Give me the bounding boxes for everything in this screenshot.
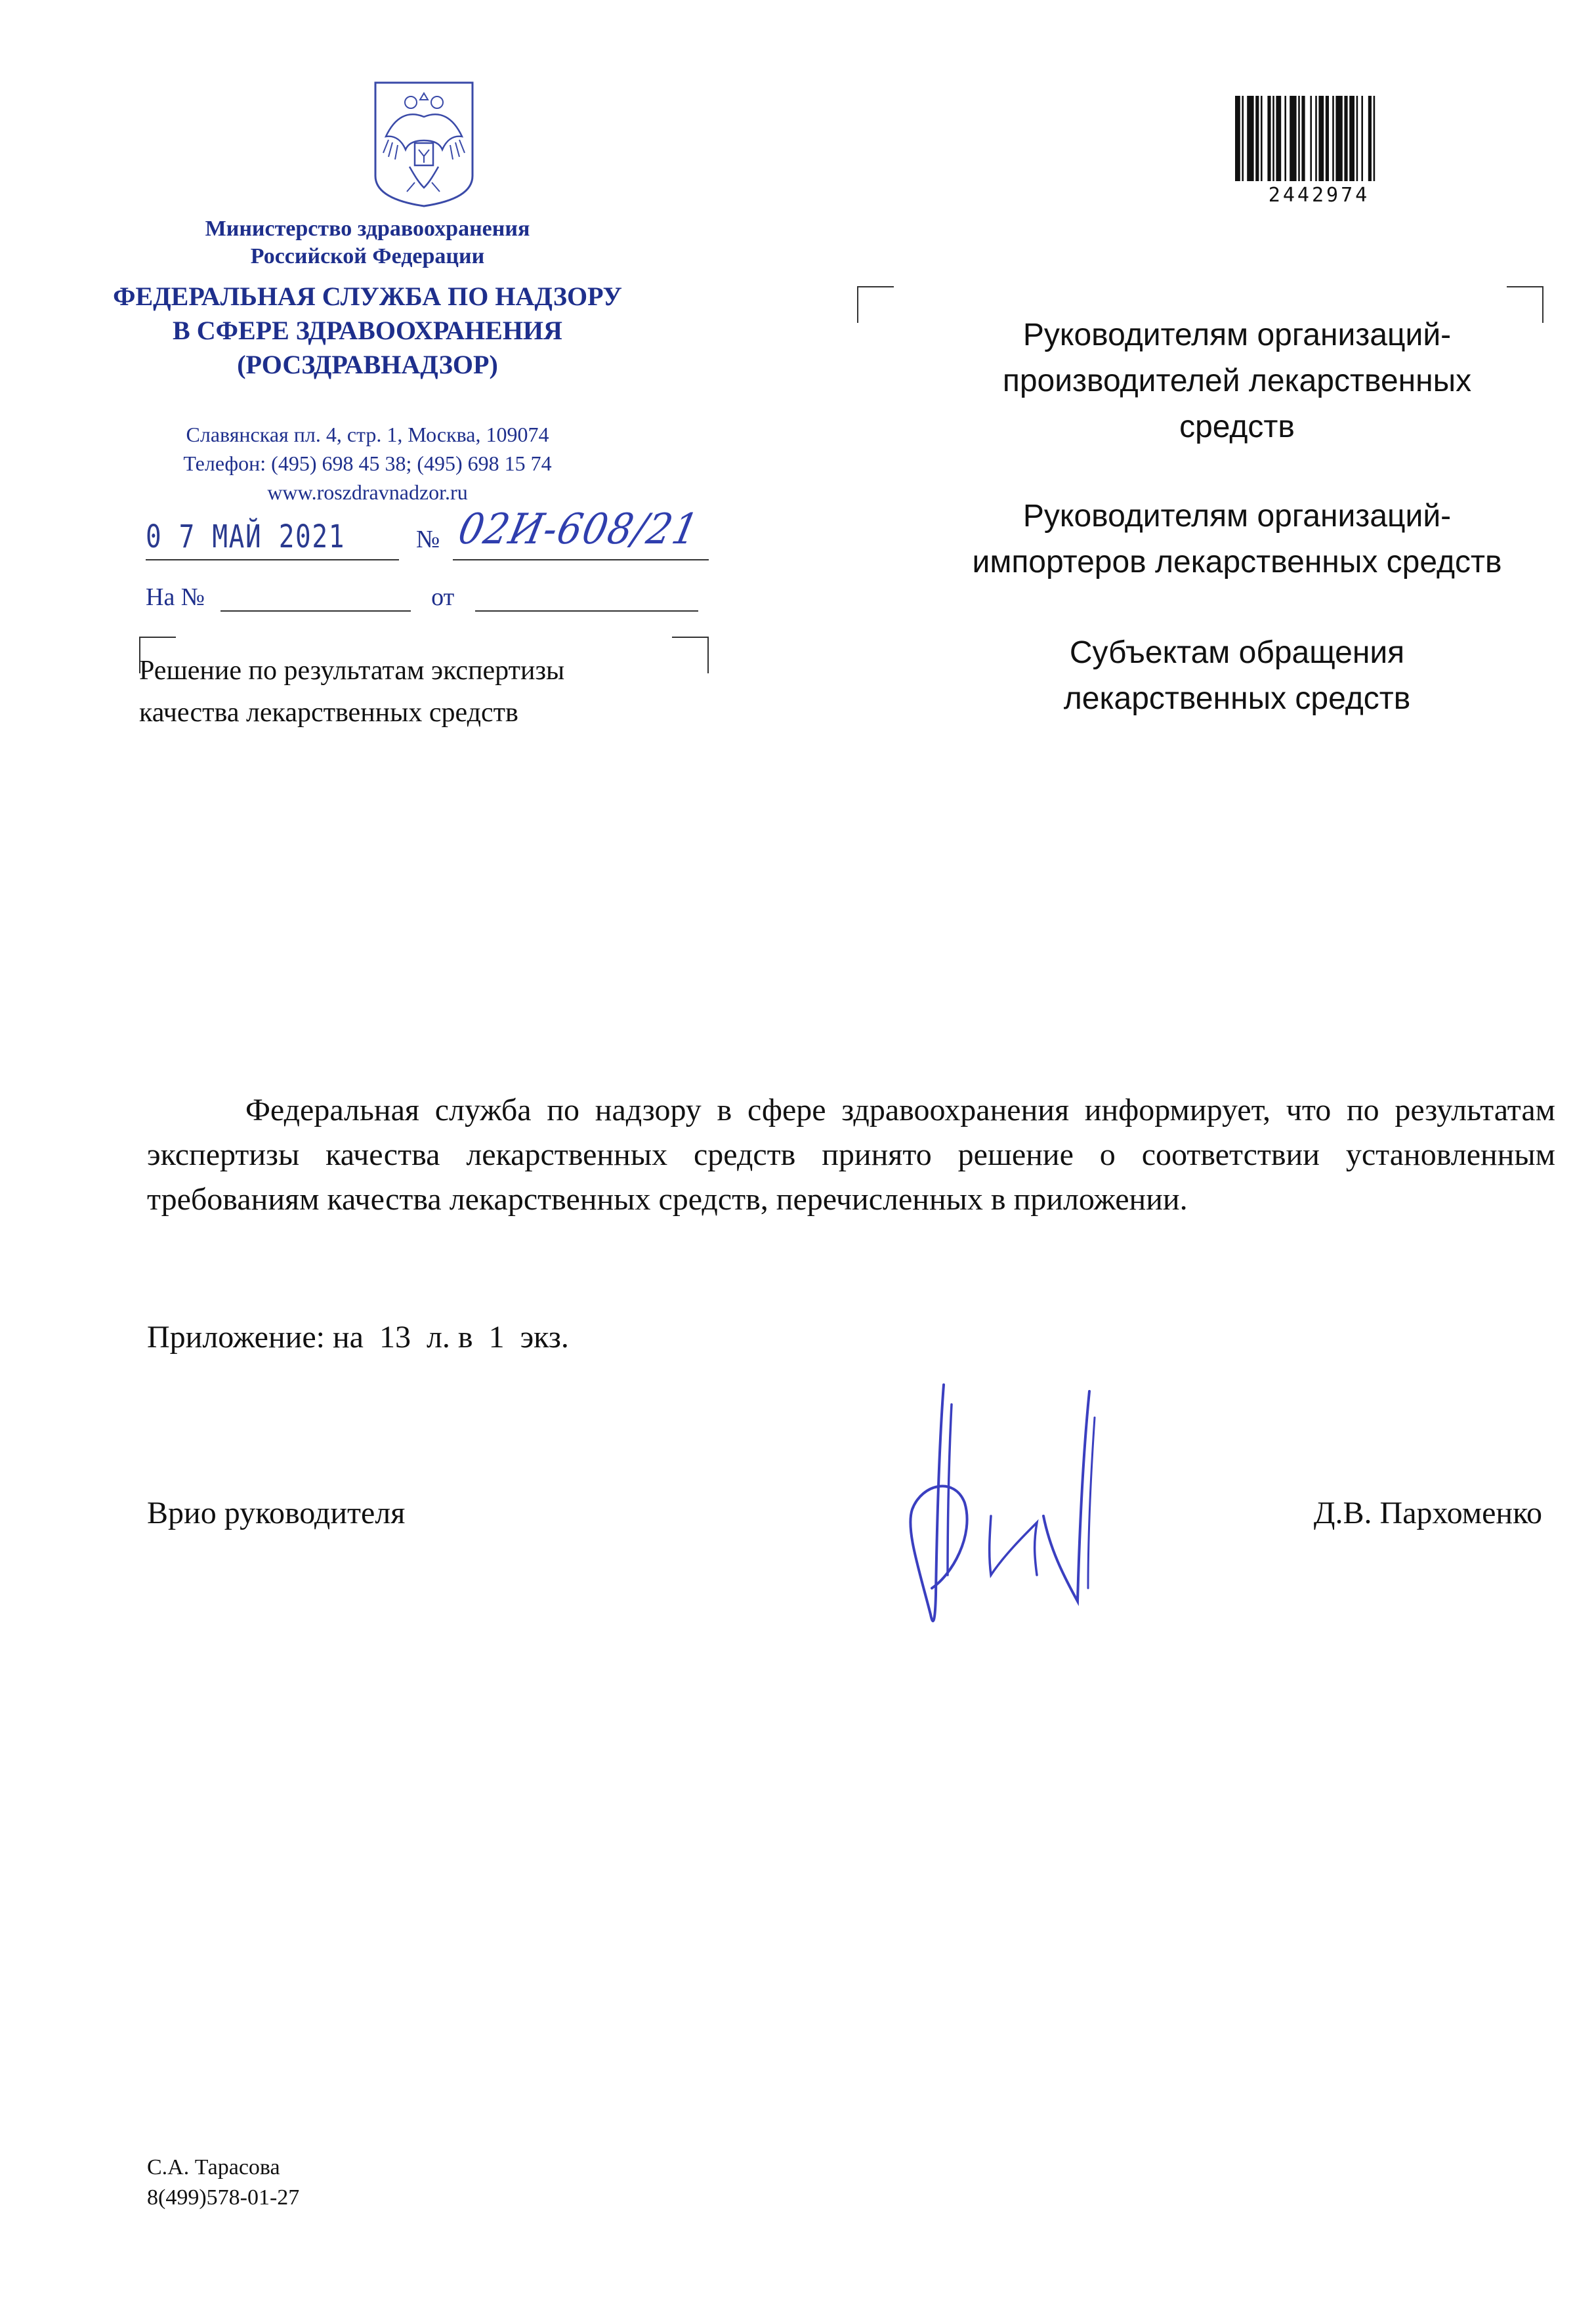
barcode-bar: [1276, 96, 1281, 181]
reference-date-line: [475, 585, 698, 612]
subject-line-1: Решение по результатам экспертизы: [139, 656, 565, 686]
barcode-number: 2442974: [1268, 184, 1370, 207]
barcode-bar: [1335, 96, 1342, 181]
barcode-bar: [1301, 96, 1305, 181]
barcode-bar: [1356, 96, 1358, 181]
registration-date-stamp: 0 7 МАЙ 2021: [146, 518, 346, 555]
attachment-note: Приложение: на 13 л. в 1 экз.: [147, 1320, 569, 1355]
barcode-bar: [1272, 96, 1274, 181]
website: www.roszdravnadzor.ru: [267, 480, 468, 504]
barcode-icon: [1235, 96, 1403, 181]
barcode-bar: [1298, 96, 1300, 181]
date-underline: [146, 559, 399, 560]
barcode-bar: [1361, 96, 1363, 181]
addressee-line: Руководителям организаций-: [1022, 499, 1452, 534]
barcode-bar: [1310, 96, 1312, 181]
signer-name: Д.В. Пархоменко: [1313, 1496, 1542, 1530]
subject: [139, 650, 704, 734]
barcode-bar: [1290, 96, 1296, 181]
barcode-bar: [1315, 96, 1317, 181]
letter-body: Федеральная служба по надзору в сфере здравоохранения информирует, что по результатам экспертизы качества лекарственных средств принято решение о соответствии установленным требованиям качества лекарственных средств, перечисленных в приложении.: [147, 1093, 1555, 1217]
executor-phone: 8(499)578-01-27: [147, 2185, 300, 2210]
barcode-bar: [1235, 96, 1240, 181]
coat-of-arms-emblem-icon: [369, 77, 479, 209]
barcode-bar: [1349, 96, 1354, 181]
service-line-1: ФЕДЕРАЛЬНАЯ СЛУЖБА ПО НАДЗОРУ: [113, 282, 622, 311]
barcode-bar: [1332, 96, 1334, 181]
addressee-producers: [919, 312, 1555, 450]
barcode-bar: [1247, 96, 1253, 181]
addressee-line: производителей лекарственных: [1002, 364, 1472, 398]
executor-name: С.А. Тарасова: [147, 2155, 280, 2179]
reference-number-label: На №: [146, 583, 205, 611]
addressee-subjects: [919, 630, 1555, 722]
addressee-corner-left: [857, 286, 894, 323]
contacts: [112, 420, 623, 507]
ministry-name: [112, 215, 623, 270]
addressee-importers: [919, 494, 1555, 585]
barcode-bar: [1284, 96, 1286, 181]
reference-from-label: от: [431, 583, 455, 611]
reference-row: [146, 583, 698, 612]
barcode-bar: [1318, 96, 1324, 181]
addressee-line: Субъектам обращения: [1069, 635, 1405, 670]
ministry-line-1: Министерство здравоохранения: [205, 217, 530, 241]
registration-number-label: №: [416, 526, 440, 553]
addressee-line: лекарственных средств: [1063, 681, 1411, 716]
signer-title: Врио руководителя: [147, 1496, 406, 1530]
service-line-3: (РОСЗДРАВНАДЗОР): [237, 350, 498, 379]
barcode-bar: [1255, 96, 1259, 181]
handwritten-signature-icon: [892, 1378, 1116, 1634]
executor: [147, 2153, 299, 2213]
barcode-bar: [1344, 96, 1347, 181]
barcode-bar: [1326, 96, 1329, 181]
service-name: [112, 280, 623, 382]
addressee-line: импортеров лекарственных средств: [972, 545, 1502, 579]
barcode-bar: [1242, 96, 1244, 181]
number-underline: [453, 559, 709, 560]
addressee-line: Руководителям организаций-: [1022, 318, 1452, 352]
address: Славянская пл. 4, стр. 1, Москва, 109074: [186, 423, 549, 446]
barcode-bar: [1374, 96, 1376, 181]
phone: Телефон: (495) 698 45 38; (495) 698 15 74: [183, 452, 552, 475]
addressee-line: средств: [1179, 410, 1295, 444]
service-line-2: В СФЕРЕ ЗДРАВООХРАНЕНИЯ: [173, 316, 562, 345]
barcode-bar: [1368, 96, 1372, 181]
barcode-bar: [1267, 96, 1270, 181]
ministry-line-2: Российской Федерации: [250, 244, 485, 268]
barcode-bar: [1261, 96, 1263, 181]
reference-number-line: [220, 585, 411, 612]
registration-number-handwritten: 02И-608/21: [454, 505, 704, 554]
subject-line-2: качества лекарственных средств: [139, 698, 518, 728]
